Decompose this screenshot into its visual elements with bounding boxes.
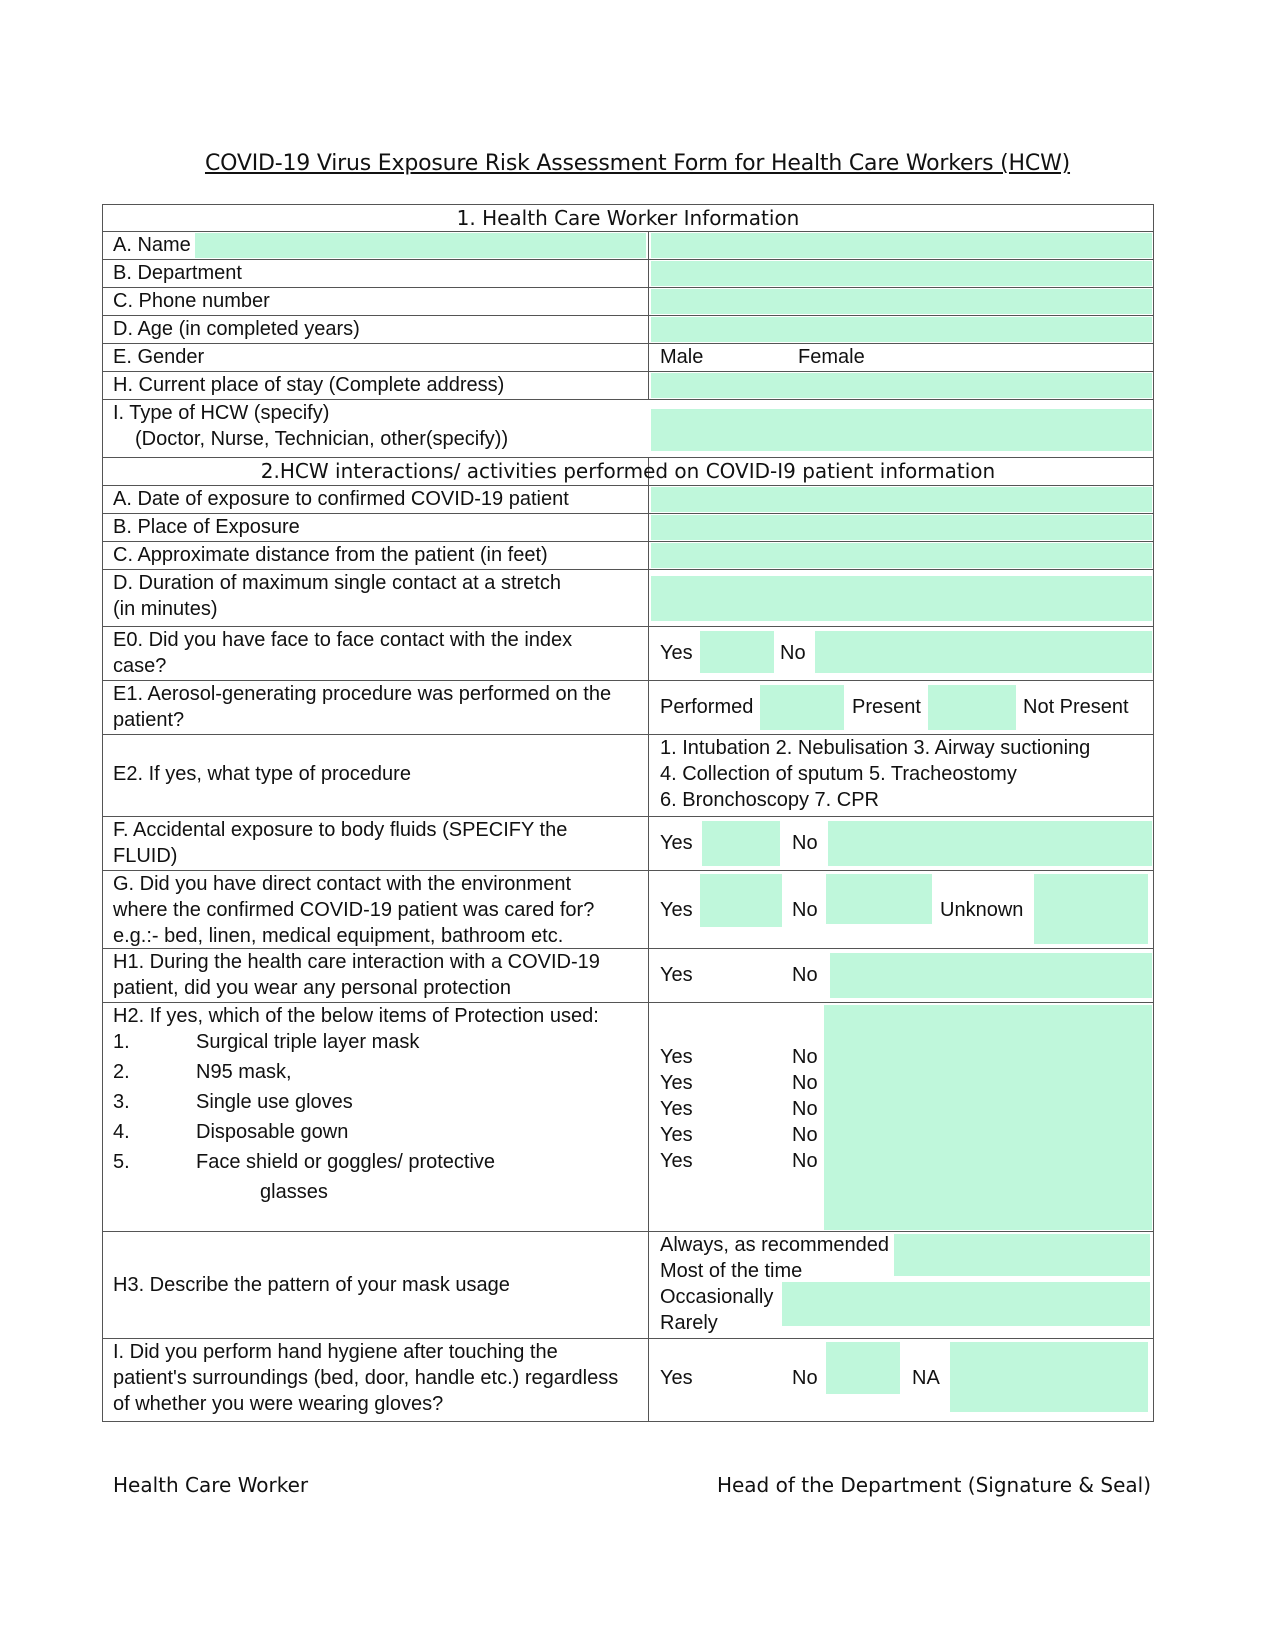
f-yes-field[interactable] <box>702 821 780 866</box>
h1-yes-label: Yes <box>660 964 693 986</box>
i-na-label: NA <box>912 1367 940 1389</box>
stay-field[interactable] <box>651 373 1152 398</box>
gender-male-option[interactable]: Male <box>660 346 704 368</box>
e1-not-present-label: Not Present <box>1023 696 1129 718</box>
hcw-type-hint: (Doctor, Nurse, Technician, other(specify)) <box>135 428 509 450</box>
f-yes-label: Yes <box>660 832 693 854</box>
name-field-left[interactable] <box>195 233 646 258</box>
h2-item-label: Disposable gown <box>196 1121 349 1143</box>
e2-label: E2. If yes, what type of procedure <box>113 763 411 785</box>
gender-female-option[interactable]: Female <box>798 346 865 368</box>
exposure-place-field[interactable] <box>651 515 1152 540</box>
distance-label: C. Approximate distance from the patient (in feet) <box>113 544 548 566</box>
e1-present-field[interactable] <box>928 685 1016 730</box>
distance-field[interactable] <box>651 543 1152 568</box>
h2-yes-label: Yes <box>660 1098 693 1120</box>
h3-label: H3. Describe the pattern of your mask usage <box>113 1274 510 1296</box>
h2-item-num: 1. <box>113 1031 130 1053</box>
h1-label: H1. During the health care interaction with a COVID-19 <box>113 951 600 973</box>
h2-item-num: 2. <box>113 1061 130 1083</box>
stay-label: H. Current place of stay (Complete address) <box>113 374 505 396</box>
h2-item-label-cont: glasses <box>260 1181 328 1203</box>
e2-options-line1: 1. Intubation 2. Nebulisation 3. Airway suctioning <box>660 737 1091 759</box>
gender-label: E. Gender <box>113 346 205 368</box>
h2-item-num: 4. <box>113 1121 130 1143</box>
h1-no-field[interactable] <box>830 953 1152 998</box>
row-divider <box>102 1231 1154 1232</box>
e2-options-line2: 4. Collection of sputum 5. Tracheostomy <box>660 763 1017 785</box>
i-label: I. Did you perform hand hygiene after touching the <box>113 1341 558 1363</box>
i-na-field[interactable] <box>950 1342 1148 1412</box>
h2-no-label: No <box>792 1124 818 1146</box>
g-no-field[interactable] <box>826 874 932 924</box>
e2-options-line3: 6. Bronchoscopy 7. CPR <box>660 789 879 811</box>
exposure-date-field[interactable] <box>651 487 1152 512</box>
h3-option-most: Most of the time <box>660 1260 803 1282</box>
h2-no-label: No <box>792 1098 818 1120</box>
e1-label: E1. Aerosol-generating procedure was performed on the <box>113 683 612 705</box>
h3-field-bottom[interactable] <box>782 1282 1150 1326</box>
h2-no-label: No <box>792 1072 818 1094</box>
h3-field-top[interactable] <box>894 1234 1150 1276</box>
duration-field[interactable] <box>651 576 1152 621</box>
e1-performed-field[interactable] <box>760 685 844 730</box>
h3-option-rarely: Rarely <box>660 1312 718 1334</box>
row-divider <box>102 343 1154 344</box>
g-unknown-label: Unknown <box>940 899 1024 921</box>
name-label: A. Name <box>113 234 191 256</box>
assessment-table <box>102 204 1154 1422</box>
g-yes-field[interactable] <box>700 874 782 927</box>
h2-yes-label: Yes <box>660 1124 693 1146</box>
hcw-type-field[interactable] <box>651 409 1152 451</box>
h2-label: H2. If yes, which of the below items of Protection used: <box>113 1005 599 1027</box>
e1-label-cont: patient? <box>113 709 185 731</box>
h2-item-num: 3. <box>113 1091 130 1113</box>
h1-label-cont: patient, did you wear any personal protection <box>113 977 512 999</box>
exposure-place-label: B. Place of Exposure <box>113 516 300 538</box>
e0-no-label: No <box>780 642 806 664</box>
h2-yes-label: Yes <box>660 1072 693 1094</box>
duration-label-units: (in minutes) <box>113 598 218 620</box>
age-field[interactable] <box>651 317 1152 342</box>
i-no-label: No <box>792 1367 818 1389</box>
column-divider <box>648 231 649 399</box>
department-label: B. Department <box>113 262 242 284</box>
g-label-cont2: e.g.:- bed, linen, medical equipment, bathroom etc. <box>113 925 564 947</box>
g-no-label: No <box>792 899 818 921</box>
i-label-cont1: patient's surroundings (bed, door, handle etc.) regardless <box>113 1367 619 1389</box>
e0-yes-field[interactable] <box>700 631 774 673</box>
h2-no-label: No <box>792 1046 818 1068</box>
i-label-cont2: of whether you were wearing gloves? <box>113 1393 444 1415</box>
h2-response-field[interactable] <box>824 1005 1152 1230</box>
e1-performed-label: Performed <box>660 696 754 718</box>
section1-header: 1. Health Care Worker Information <box>456 206 800 230</box>
g-label-cont1: where the confirmed COVID-19 patient was cared for? <box>113 899 595 921</box>
i-no-field[interactable] <box>826 1342 900 1394</box>
department-field[interactable] <box>651 261 1152 286</box>
f-label-cont: FLUID) <box>113 845 178 867</box>
h3-option-occasionally: Occasionally <box>660 1286 774 1308</box>
h2-no-label: No <box>792 1150 818 1172</box>
exposure-date-label: A. Date of exposure to confirmed COVID-19 patient <box>113 488 569 510</box>
row-divider <box>102 231 1154 232</box>
h2-item-label: Surgical triple layer mask <box>196 1031 420 1053</box>
h2-item-label: Face shield or goggles/ protective <box>196 1151 496 1173</box>
i-yes-label: Yes <box>660 1367 693 1389</box>
age-label: D. Age (in completed years) <box>113 318 360 340</box>
phone-field[interactable] <box>651 289 1152 314</box>
h2-item-label: Single use gloves <box>196 1091 353 1113</box>
h3-option-always: Always, as recommended <box>660 1234 889 1256</box>
hcw-type-label: I. Type of HCW (specify) <box>113 402 330 424</box>
e0-label: E0. Did you have face to face contact with the index <box>113 629 573 651</box>
form-title: COVID-19 Virus Exposure Risk Assessment Form for Health Care Workers (HCW) <box>204 151 1071 176</box>
h2-yes-label: Yes <box>660 1046 693 1068</box>
e0-label-cont: case? <box>113 655 167 677</box>
f-no-label: No <box>792 832 818 854</box>
e1-present-label: Present <box>852 696 921 718</box>
column-divider <box>648 457 649 1421</box>
name-field[interactable] <box>651 233 1152 258</box>
h2-item-label: N95 mask, <box>196 1061 292 1083</box>
e0-yes-label: Yes <box>660 642 693 664</box>
e0-no-field[interactable] <box>815 631 1152 673</box>
hcw-signature-label: Health Care Worker <box>113 1473 309 1497</box>
f-label: F. Accidental exposure to body fluids (SPECIFY the <box>113 819 568 841</box>
phone-label: C. Phone number <box>113 290 270 312</box>
g-yes-label: Yes <box>660 899 693 921</box>
h2-item-num: 5. <box>113 1151 130 1173</box>
section2-header: 2.HCW interactions/ activities performed on COVID-I9 patient information <box>260 459 996 483</box>
f-no-field[interactable] <box>828 821 1152 866</box>
g-label: G. Did you have direct contact with the environment <box>113 873 572 895</box>
duration-label: D. Duration of maximum single contact at a stretch <box>113 572 561 594</box>
h2-yes-label: Yes <box>660 1150 693 1172</box>
hod-signature-label: Head of the Department (Signature & Seal) <box>716 1473 1151 1497</box>
row-divider <box>102 259 1154 260</box>
g-unknown-field[interactable] <box>1034 874 1148 944</box>
h1-no-label: No <box>792 964 818 986</box>
